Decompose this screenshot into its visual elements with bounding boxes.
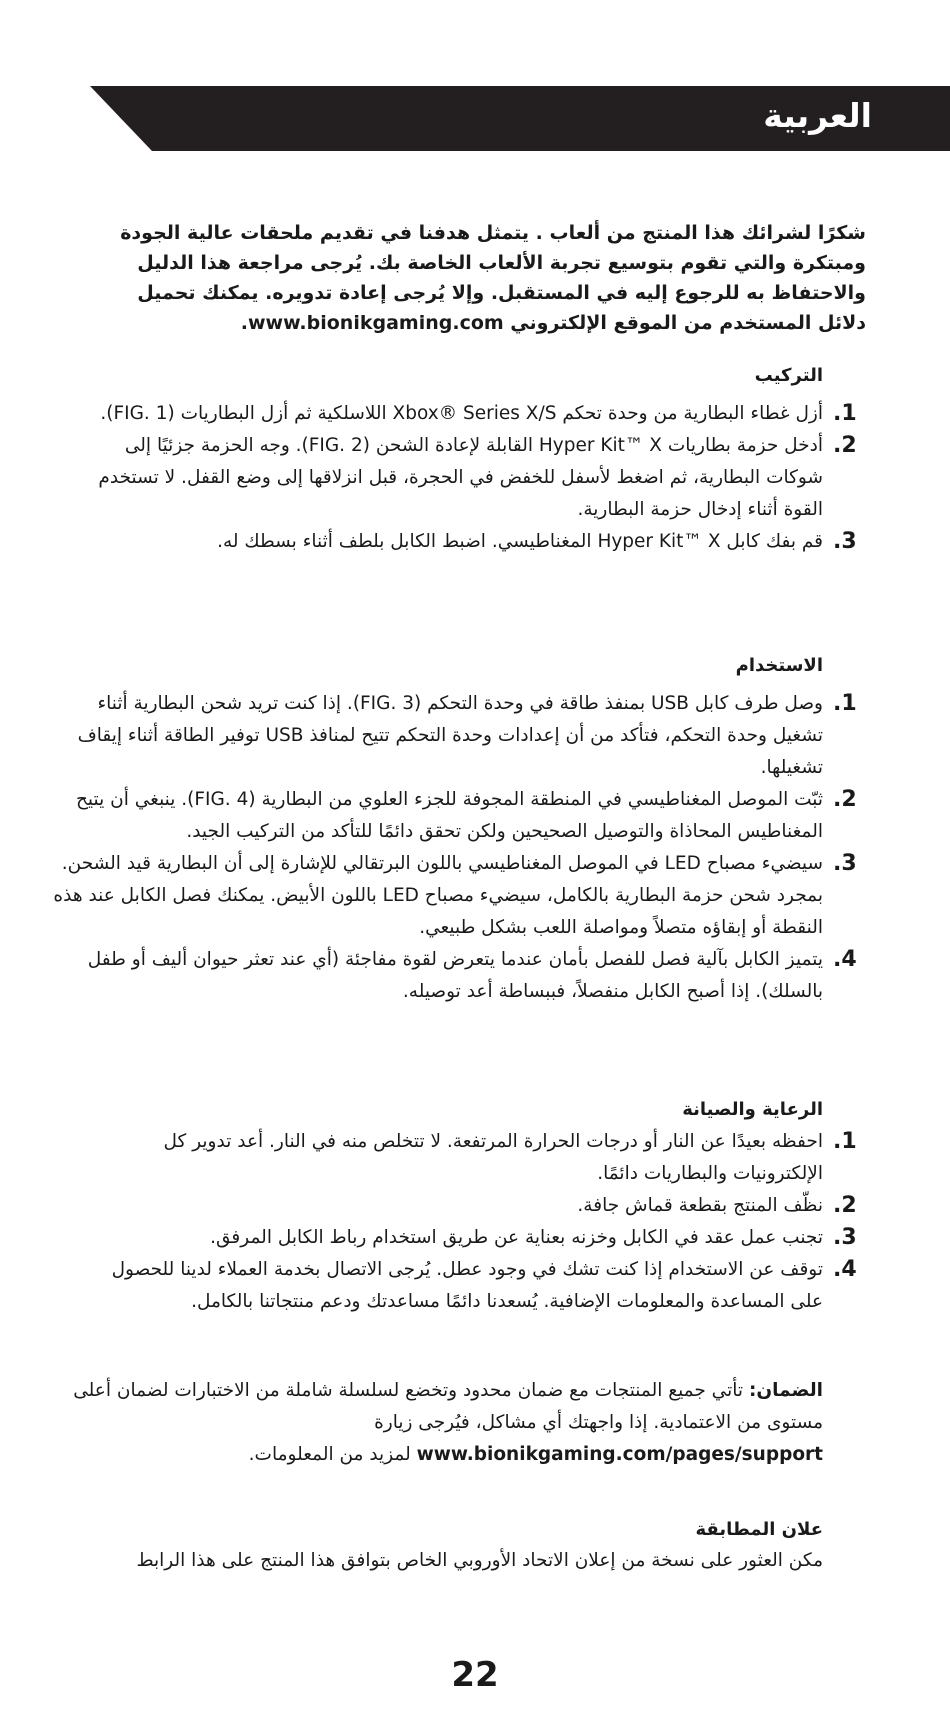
warranty-text-end: لمزيد من المعلومات. xyxy=(248,1444,417,1465)
item-number: 2 . xyxy=(833,1190,867,1222)
care-section xyxy=(83,1096,857,1318)
list-item xyxy=(53,784,857,848)
item-number: 1 . xyxy=(833,688,867,720)
item-text: يتميز الكابل بآلية فصل للفصل بأمان عندما يتعرض لقوة مفاجئة (أي عند تعثر حيوان أليف أو طفل بالسلك). إذا أصبح الكابل منفصلاً، فببساطة أعد توصيله. xyxy=(87,949,823,1002)
item-number: 4 . xyxy=(833,1254,867,1286)
item-text: وصل طرف كابل USB بمنفذ طاقة في وحدة التحكم (FIG. 3). إذا كنت تريد شحن البطارية أثناء تشغيل وحدة التحكم، فتأكد من أن إعدادات وحدة التحكم تتيح لمنافذ USB توفير الطاقة أثناء إيقاف تشغيلها. xyxy=(77,693,823,778)
list-item xyxy=(83,1254,857,1318)
list-item xyxy=(53,848,857,944)
list-item xyxy=(83,398,857,430)
installation-section xyxy=(83,362,857,558)
list-item xyxy=(53,688,857,784)
installation-heading: التركيب xyxy=(754,365,823,386)
item-text: توقف عن الاستخدام إذا كنت تشك في وجود عطل. يُرجى الاتصال بخدمة العملاء لدينا للحصول على المساعدة والمعلومات الإضافية. يُسعدنا دائمًا مساعدتك ودعم منتجاتنا بالكامل. xyxy=(111,1259,823,1312)
warranty-text: تأتي جميع المنتجات مع ضمان محدود وتخضع لسلسلة شاملة من الاختبارات لضمان أعلى مستوى من الاعتمادية. إذا واجهتك أي مشاكل، فيُرجى زيارة xyxy=(73,1380,823,1433)
compliance-heading: علان المطابقة xyxy=(695,1519,823,1540)
usage-section xyxy=(53,652,857,1008)
item-text: احفظه بعيدًا عن النار أو درجات الحرارة المرتفعة. لا تتخلص منه في النار. أعد تدوير كل الإلكترونيات والبطاريات دائمًا. xyxy=(163,1131,823,1184)
item-number: 2 . xyxy=(833,430,867,462)
item-text: ثبّت الموصل المغناطيسي في المنطقة المجوفة للجزء العلوي من البطارية (FIG. 4). ينبغي أن يتيح المغناطيس المحاذاة والتوصيل الصحيحين ولكن تحقق دائمًا للتأكد من التركيب الجيد. xyxy=(75,789,823,842)
item-number: 4 . xyxy=(833,944,867,976)
list-item xyxy=(53,944,857,1008)
list-item xyxy=(83,526,857,558)
warranty-label: الضمان: xyxy=(748,1380,823,1401)
care-list xyxy=(83,1126,857,1318)
item-number: 2 . xyxy=(833,784,867,816)
support-link[interactable]: www.bionikgaming.com/pages/support xyxy=(416,1444,823,1465)
item-text: سيضيء مصباح LED في الموصل المغناطيسي باللون البرتقالي للإشارة إلى أن البطارية قيد الشحن. بمجرد شحن حزمة البطارية بالكامل، سيضيء مصباح LED باللون الأبيض. يمكنك فصل الكابل عند هذه النقطة أو إبقاؤه متصلاً ومواصلة اللعب بشكل طبيعي. xyxy=(53,853,823,938)
usage-heading: الاستخدام xyxy=(735,655,823,676)
item-text: أزل غطاء البطارية من وحدة تحكم Xbox® Series X/S اللاسلكية ثم أزل البطاريات (FIG. 1). xyxy=(100,403,823,424)
list-item xyxy=(83,1190,857,1222)
list-item xyxy=(83,430,857,526)
page-number: 22 xyxy=(451,1655,499,1695)
item-number: 1 . xyxy=(833,398,867,430)
item-number: 3 . xyxy=(833,1222,867,1254)
item-number: 1 . xyxy=(833,1126,867,1158)
care-heading: الرعاية والصيانة xyxy=(682,1099,823,1120)
warranty-paragraph xyxy=(23,1375,823,1471)
compliance-text: مكن العثور على نسخة من إعلان الاتحاد الأوروبي الخاص بتوافق هذا المنتج على هذا الرابط xyxy=(136,1550,823,1571)
list-item xyxy=(83,1126,857,1190)
item-text: تجنب عمل عقد في الكابل وخزنه بعناية عن طريق استخدام رباط الكابل المرفق. xyxy=(210,1227,823,1248)
item-number: 3 . xyxy=(833,848,867,880)
item-text: أدخل حزمة بطاريات Hyper Kit™ X القابلة لإعادة الشحن (FIG. 2). وجه الحزمة جزئيًا إلى شوكات البطارية، ثم اضغط لأسفل للخفض في الحجرة، قبل انزلاقها إلى وضع القفل. لا تستخدم القوة أثناء إدخال حزمة البطارية. xyxy=(98,435,823,520)
intro-paragraph: شكرًا لشرائك هذا المنتج من ألعاب . يتمثل هدفنا في تقديم ملحقات عالية الجودة ومبتكرة والتي تقوم بتوسيع تجربة الألعاب الخاصة بك. يُرجى مراجعة هذا الدليل والاحتفاظ به للرجوع إليه في المستقبل. وإلا يُرجى إعادة تدويره. يمكنك تحميل دلائل المستخدم من الموقع الإلكتروني www.bionikgaming.com. xyxy=(120,222,866,334)
item-text: قم بفك كابل Hyper Kit™ X المغناطيسي. اضبط الكابل بلطف أثناء بسطك له. xyxy=(217,531,823,552)
list-item xyxy=(83,1222,857,1254)
usage-list xyxy=(53,688,857,1008)
item-text: نظّف المنتج بقطعة قماش جافة. xyxy=(577,1195,823,1216)
item-number: 3 . xyxy=(833,526,867,558)
installation-list xyxy=(83,398,857,558)
compliance-section xyxy=(23,1515,823,1577)
page-title: العربية xyxy=(763,96,872,135)
